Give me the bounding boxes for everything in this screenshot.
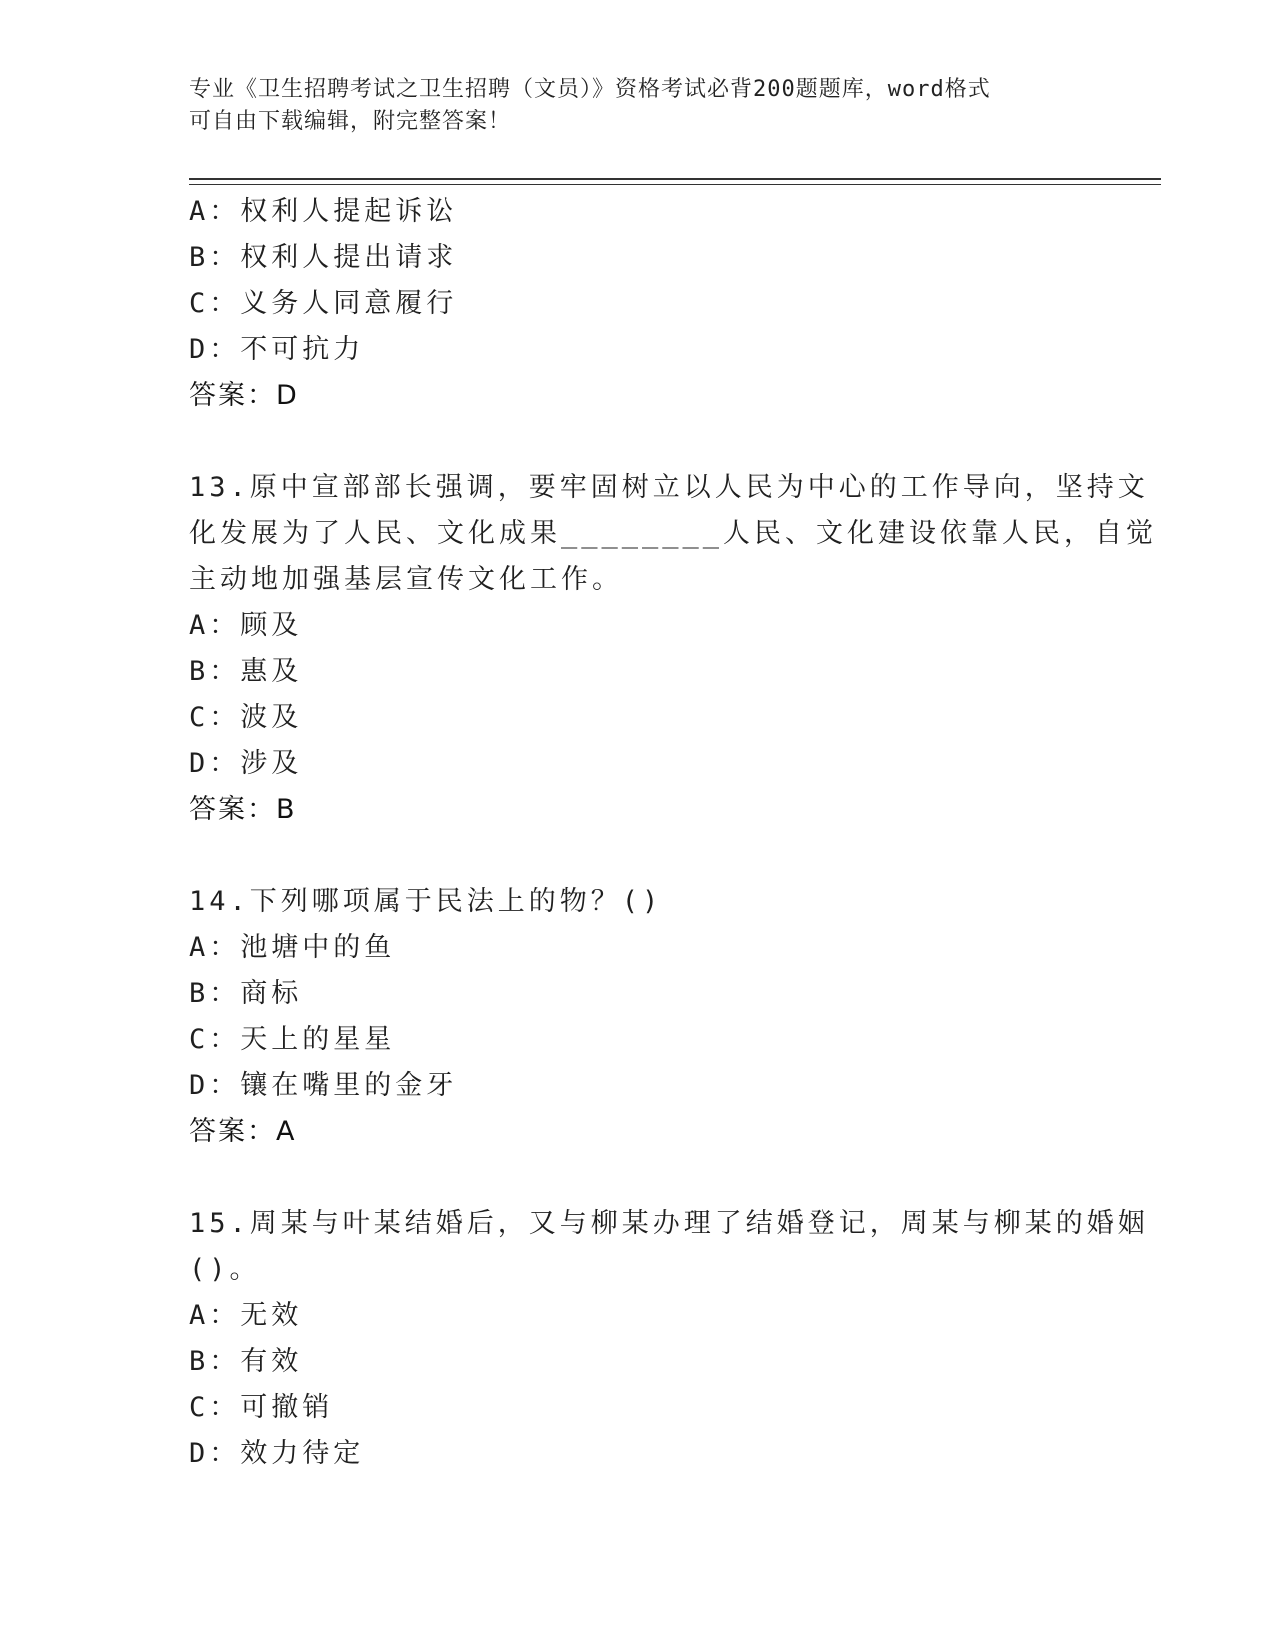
spacer — [189, 419, 1129, 465]
option-b: B：权利人提出请求 — [189, 242, 458, 273]
option-d: D：镶在嘴里的金牙 — [189, 1070, 458, 1101]
option-a: A：顾及 — [189, 610, 303, 641]
question-stem-line-1: 15.周某与叶某结婚后，又与柳某办理了结婚登记，周某与柳某的婚姻 — [189, 1208, 1149, 1239]
question-12 — [189, 189, 1129, 419]
header-divider-thick — [189, 178, 1161, 180]
question-stem-line-2: ()。 — [189, 1254, 261, 1285]
question-content — [189, 189, 1158, 1477]
option-d: D：涉及 — [189, 748, 303, 779]
question-stem-line-2: 化发展为了人民、文化成果________人民、文化建设依靠人民，自觉 — [189, 518, 1158, 549]
answer-line: 答案：A — [189, 1116, 297, 1147]
question-15 — [189, 1201, 1149, 1477]
option-a: A：无效 — [189, 1300, 303, 1331]
document-header — [189, 74, 1089, 138]
option-c: C：可撤销 — [189, 1392, 334, 1423]
spacer — [189, 1155, 1129, 1201]
answer-line: 答案：D — [189, 380, 299, 411]
option-b: B：有效 — [189, 1346, 303, 1377]
option-c: C：义务人同意履行 — [189, 288, 458, 319]
question-stem-line-3: 主动地加强基层宣传文化工作。 — [189, 564, 623, 595]
spacer — [189, 833, 1129, 879]
option-b: B：惠及 — [189, 656, 303, 687]
question-13 — [189, 465, 1158, 833]
header-line-1: 专业《卫生招聘考试之卫生招聘（文员）》资格考试必背200题题库，word格式 — [189, 77, 991, 102]
header-line-2: 可自由下载编辑，附完整答案！ — [189, 109, 512, 134]
answer-line: 答案：B — [189, 794, 297, 825]
option-c: C：天上的星星 — [189, 1024, 396, 1055]
question-stem-line-1: 13.原中宣部部长强调，要牢固树立以人民为中心的工作导向，坚持文 — [189, 472, 1149, 503]
header-divider-thin — [189, 184, 1161, 185]
question-14 — [189, 879, 1129, 1155]
option-a: A：权利人提起诉讼 — [189, 196, 458, 227]
option-b: B：商标 — [189, 978, 303, 1009]
option-d: D：效力待定 — [189, 1438, 365, 1469]
option-c: C：波及 — [189, 702, 303, 733]
option-a: A：池塘中的鱼 — [189, 932, 396, 963]
question-stem-line-1: 14.下列哪项属于民法上的物？() — [189, 886, 663, 917]
option-d: D：不可抗力 — [189, 334, 365, 365]
